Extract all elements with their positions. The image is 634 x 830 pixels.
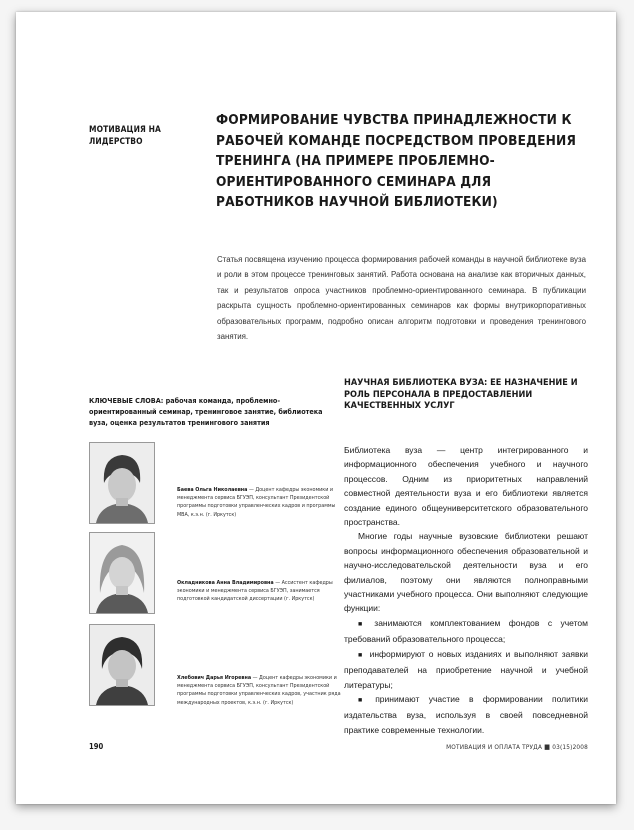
article-title: ФОРМИРОВАНИЕ ЧУВСТВА ПРИНАДЛЕЖНОСТИ К РАБОЧЕЙ КОМАНДЕ ПОСРЕДСТВОМ ПРОВЕДЕНИЯ ТРЕНИНГА (НА ПРИМЕРЕ ПРОБЛЕМНО-ОРИЕНТИРОВАННОГО СЕМИНАРА ДЛЯ РАБОТНИКОВ НАУЧНОЙ БИБЛИОТЕКИ)	[216, 112, 577, 210]
portrait-image	[90, 625, 154, 705]
article-abstract: Статья посвящена изучению процесса формирования рабочей команды в научной библиотеке вуза и роли в этом процессе тренинговых занятий. Работа основана на анализе как вторичных данных, так и результатов опроса участников проблемно-ориентированного семинара. В публикации раскрыта сущность проблемно-ориентированных семинаров как формы внутрикорпоративных образовательных программ, подробно описан алгоритм подготовки и проведения тренингового занятия.	[217, 255, 586, 342]
author-name: Окладникова Анна Владимировна	[177, 580, 274, 586]
author-description: — Ассистент кафедры экономики и менеджмента сервиса БГУЭП, занимается подготовкой кандидатской диссертации (г. Иркутск)	[177, 580, 333, 603]
author-photo	[89, 532, 155, 614]
author-card	[89, 532, 347, 624]
rubric-line: ЛИДЕРСТВО	[89, 135, 143, 146]
keywords-block	[89, 395, 341, 428]
issue-number: 03(15)2008	[552, 743, 588, 751]
list-item: ■ занимаются комплектованием фондов с учетом требований образовательного процесса;	[344, 616, 588, 647]
author-photo	[89, 442, 155, 524]
section-heading: НАУЧНАЯ БИБЛИОТЕКА ВУЗА: ЕЕ НАЗНАЧЕНИЕ И РОЛЬ ПЕРСОНАЛА В ПРЕДОСТАВЛЕНИИ КАЧЕСТВЕННЫХ УСЛУГ	[344, 378, 578, 411]
author-bio	[177, 579, 345, 604]
author-description: — Доцент кафедры экономики и менеджмента сервиса БГУЭП, консультант Президентской программы подготовки управленческих кадров, участник ряда международных проектов, к.э.н. (г. Иркутск)	[177, 675, 341, 706]
author-bio	[177, 674, 345, 707]
rubric-line: МОТИВАЦИЯ НА	[89, 124, 161, 134]
list-item: ■ принимают участие в формировании политики издательства вуза, используя в своей повседневной практике современные технологии.	[344, 692, 588, 737]
author-card	[89, 624, 347, 716]
portrait-image	[90, 533, 154, 613]
list-item: ■ информируют о новых изданиях и выполняют заявки преподавателей на приобретение научной и учебной литературы;	[344, 647, 588, 692]
keywords-text: рабочая команда, проблемно-ориентированный семинар, тренинговое занятие, библиотека вуза, оценка результатов тренингового занятия	[89, 396, 323, 427]
keywords-label: КЛЮЧЕВЫЕ СЛОВА:	[89, 396, 164, 405]
article-body	[344, 443, 588, 737]
author-bio	[177, 486, 345, 519]
journal-page	[16, 12, 616, 804]
author-name: Баева Ольга Николаевна	[177, 487, 248, 493]
author-description: — Доцент кафедры экономики и менеджмента сервиса БГУЭП, консультант Президентской программы подготовки управленческих кадров и программы МВА, к.э.н. (г. Иркутск)	[177, 487, 336, 518]
square-bullet-icon: ■	[544, 743, 551, 751]
author-name: Хлебович Дарья Игоревна	[177, 675, 252, 681]
page-number: 190	[89, 742, 104, 751]
functions-list	[344, 616, 588, 737]
author-card	[89, 442, 347, 534]
journal-name: МОТИВАЦИЯ И ОПЛАТА ТРУДА	[446, 743, 543, 751]
portrait-image	[90, 443, 154, 523]
body-paragraph: Библиотека вуза — центр интегрированного и информационного обеспечения учебного и научного процессов. Одним из приоритетных направлений совместной деятельности вуза и его библиотеки является создание единого общеуниверситетского образовательного пространства.	[344, 445, 588, 528]
running-footer	[446, 743, 588, 751]
author-photo	[89, 624, 155, 706]
body-paragraph: Многие годы научные вузовские библиотеки решают вопросы информационного обеспечения образовательной и научно-исследовательской деятельности вуза и его филиалов, поэтому они являются полноправными участниками учебного процесса. Они выполняют следующие функции:	[344, 531, 588, 614]
section-rubric	[89, 124, 189, 147]
